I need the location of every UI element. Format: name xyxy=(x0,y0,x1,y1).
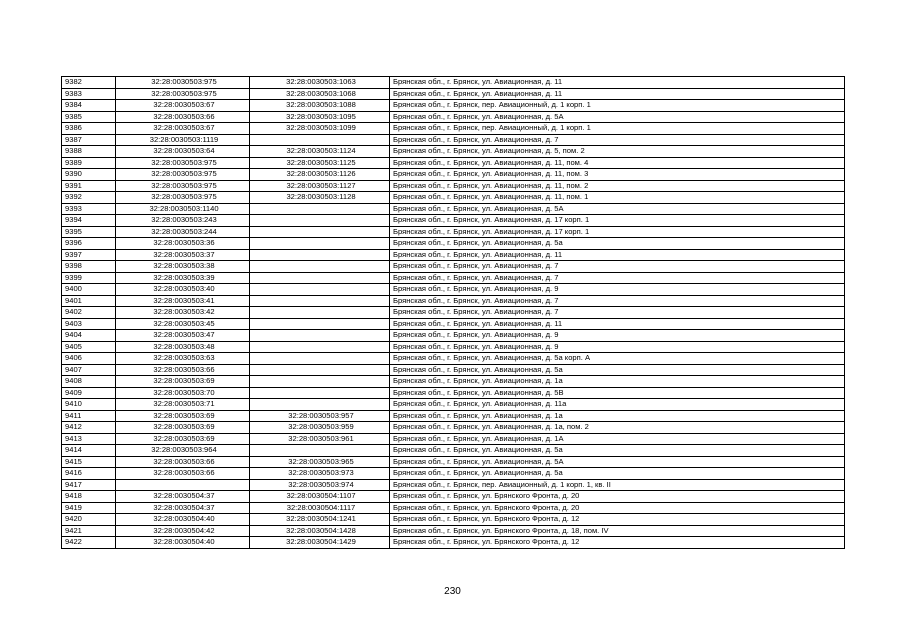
parent-cadastral-number-cell xyxy=(250,272,390,284)
row-number-cell: 9419 xyxy=(62,502,116,514)
row-number-cell: 9408 xyxy=(62,376,116,388)
table-row xyxy=(62,479,845,491)
table-row xyxy=(62,387,845,399)
parent-cadastral-number-cell xyxy=(250,295,390,307)
table-row xyxy=(62,433,845,445)
address-cell: Брянская обл., г. Брянск, ул. Брянского Фронта, д. 12 xyxy=(390,537,845,549)
cadastral-number-cell: 32:28:0030503:45 xyxy=(116,318,250,330)
address-cell: Брянская обл., г. Брянск, ул. Авиационная, д. 9 xyxy=(390,284,845,296)
cadastral-number-cell: 32:28:0030503:975 xyxy=(116,180,250,192)
row-number-cell: 9397 xyxy=(62,249,116,261)
table-row xyxy=(62,169,845,181)
row-number-cell: 9412 xyxy=(62,422,116,434)
address-cell: Брянская обл., г. Брянск, ул. Авиационная, д. 17 корп. 1 xyxy=(390,215,845,227)
cadastral-number-cell: 32:28:0030504:40 xyxy=(116,537,250,549)
cadastral-number-cell: 32:28:0030503:69 xyxy=(116,410,250,422)
cadastral-number-cell: 32:28:0030503:975 xyxy=(116,192,250,204)
table-row xyxy=(62,215,845,227)
row-number-cell: 9420 xyxy=(62,514,116,526)
table-row xyxy=(62,134,845,146)
cadastral-number-cell: 32:28:0030503:243 xyxy=(116,215,250,227)
cadastral-number-cell: 32:28:0030503:42 xyxy=(116,307,250,319)
cadastral-number-cell: 32:28:0030503:41 xyxy=(116,295,250,307)
cadastral-number-cell: 32:28:0030503:244 xyxy=(116,226,250,238)
cadastral-number-cell: 32:28:0030503:1119 xyxy=(116,134,250,146)
row-number-cell: 9398 xyxy=(62,261,116,273)
parent-cadastral-number-cell: 32:28:0030503:1088 xyxy=(250,100,390,112)
table-row xyxy=(62,295,845,307)
parent-cadastral-number-cell: 32:28:0030503:1125 xyxy=(250,157,390,169)
parent-cadastral-number-cell xyxy=(250,364,390,376)
address-cell: Брянская обл., г. Брянск, ул. Авиационная, д. 11, пом. 2 xyxy=(390,180,845,192)
row-number-cell: 9393 xyxy=(62,203,116,215)
address-cell: Брянская обл., г. Брянск, ул. Авиационная, д. 5а xyxy=(390,468,845,480)
cadastral-number-cell: 32:28:0030503:67 xyxy=(116,100,250,112)
registry-table-body xyxy=(62,77,845,549)
address-cell: Брянская обл., г. Брянск, ул. Авиационная, д. 7 xyxy=(390,295,845,307)
parent-cadastral-number-cell xyxy=(250,353,390,365)
parent-cadastral-number-cell xyxy=(250,284,390,296)
parent-cadastral-number-cell xyxy=(250,215,390,227)
cadastral-number-cell: 32:28:0030503:48 xyxy=(116,341,250,353)
cadastral-number-cell: 32:28:0030504:37 xyxy=(116,491,250,503)
table-row xyxy=(62,100,845,112)
address-cell: Брянская обл., г. Брянск, ул. Авиационная, д. 5А xyxy=(390,111,845,123)
table-row xyxy=(62,468,845,480)
row-number-cell: 9421 xyxy=(62,525,116,537)
row-number-cell: 9422 xyxy=(62,537,116,549)
cadastral-number-cell: 32:28:0030503:964 xyxy=(116,445,250,457)
row-number-cell: 9401 xyxy=(62,295,116,307)
parent-cadastral-number-cell: 32:28:0030503:965 xyxy=(250,456,390,468)
parent-cadastral-number-cell: 32:28:0030503:973 xyxy=(250,468,390,480)
parent-cadastral-number-cell: 32:28:0030504:1429 xyxy=(250,537,390,549)
table-row xyxy=(62,422,845,434)
row-number-cell: 9415 xyxy=(62,456,116,468)
table-row xyxy=(62,192,845,204)
parent-cadastral-number-cell: 32:28:0030504:1117 xyxy=(250,502,390,514)
address-cell: Брянская обл., г. Брянск, ул. Авиационная, д. 17 корп. 1 xyxy=(390,226,845,238)
address-cell: Брянская обл., г. Брянск, ул. Авиационная, д. 7 xyxy=(390,307,845,319)
cadastral-number-cell: 32:28:0030503:38 xyxy=(116,261,250,273)
cadastral-number-cell: 32:28:0030503:67 xyxy=(116,123,250,135)
row-number-cell: 9400 xyxy=(62,284,116,296)
table-row xyxy=(62,537,845,549)
row-number-cell: 9414 xyxy=(62,445,116,457)
table-row xyxy=(62,123,845,135)
parent-cadastral-number-cell xyxy=(250,134,390,146)
address-cell: Брянская обл., г. Брянск, ул. Авиационная, д. 11 xyxy=(390,318,845,330)
parent-cadastral-number-cell xyxy=(250,341,390,353)
row-number-cell: 9410 xyxy=(62,399,116,411)
table-row xyxy=(62,249,845,261)
parent-cadastral-number-cell xyxy=(250,307,390,319)
address-cell: Брянская обл., г. Брянск, ул. Авиационная, д. 5а корп. А xyxy=(390,353,845,365)
table-row xyxy=(62,146,845,158)
address-cell: Брянская обл., г. Брянск, ул. Брянского Фронта, д. 20 xyxy=(390,502,845,514)
address-cell: Брянская обл., г. Брянск, ул. Авиационная, д. 11 xyxy=(390,88,845,100)
parent-cadastral-number-cell: 32:28:0030503:1128 xyxy=(250,192,390,204)
cadastral-number-cell: 32:28:0030503:66 xyxy=(116,111,250,123)
address-cell: Брянская обл., г. Брянск, ул. Авиационная, д. 5В xyxy=(390,387,845,399)
address-cell: Брянская обл., г. Брянск, ул. Брянского Фронта, д. 20 xyxy=(390,491,845,503)
cadastral-number-cell: 32:28:0030503:37 xyxy=(116,249,250,261)
cadastral-number-cell: 32:28:0030503:47 xyxy=(116,330,250,342)
address-cell: Брянская обл., г. Брянск, ул. Авиационная, д. 7 xyxy=(390,272,845,284)
address-cell: Брянская обл., г. Брянск, ул. Авиационная, д. 1а, пом. 2 xyxy=(390,422,845,434)
table-row xyxy=(62,272,845,284)
table-row xyxy=(62,491,845,503)
cadastral-number-cell: 32:28:0030503:69 xyxy=(116,422,250,434)
parent-cadastral-number-cell xyxy=(250,318,390,330)
cadastral-number-cell: 32:28:0030503:71 xyxy=(116,399,250,411)
parent-cadastral-number-cell: 32:28:0030503:1127 xyxy=(250,180,390,192)
cadastral-number-cell: 32:28:0030503:40 xyxy=(116,284,250,296)
table-row xyxy=(62,203,845,215)
row-number-cell: 9399 xyxy=(62,272,116,284)
table-row xyxy=(62,180,845,192)
row-number-cell: 9416 xyxy=(62,468,116,480)
address-cell: Брянская обл., г. Брянск, ул. Авиационная, д. 11, пом. 1 xyxy=(390,192,845,204)
cadastral-number-cell: 32:28:0030503:64 xyxy=(116,146,250,158)
parent-cadastral-number-cell: 32:28:0030503:1126 xyxy=(250,169,390,181)
row-number-cell: 9417 xyxy=(62,479,116,491)
parent-cadastral-number-cell xyxy=(250,376,390,388)
row-number-cell: 9413 xyxy=(62,433,116,445)
parent-cadastral-number-cell: 32:28:0030504:1241 xyxy=(250,514,390,526)
address-cell: Брянская обл., г. Брянск, ул. Авиационная, д. 5а xyxy=(390,364,845,376)
cadastral-number-cell: 32:28:0030503:975 xyxy=(116,77,250,89)
address-cell: Брянская обл., г. Брянск, ул. Авиационная, д. 11, пом. 3 xyxy=(390,169,845,181)
cadastral-number-cell: 32:28:0030504:42 xyxy=(116,525,250,537)
parent-cadastral-number-cell xyxy=(250,261,390,273)
row-number-cell: 9403 xyxy=(62,318,116,330)
table-row xyxy=(62,399,845,411)
registry-table xyxy=(61,76,845,549)
parent-cadastral-number-cell: 32:28:0030503:959 xyxy=(250,422,390,434)
row-number-cell: 9385 xyxy=(62,111,116,123)
address-cell: Брянская обл., г. Брянск, ул. Авиационная, д. 1а xyxy=(390,410,845,422)
parent-cadastral-number-cell xyxy=(250,226,390,238)
row-number-cell: 9411 xyxy=(62,410,116,422)
parent-cadastral-number-cell: 32:28:0030503:961 xyxy=(250,433,390,445)
cadastral-number-cell: 32:28:0030503:39 xyxy=(116,272,250,284)
row-number-cell: 9407 xyxy=(62,364,116,376)
row-number-cell: 9388 xyxy=(62,146,116,158)
table-row xyxy=(62,307,845,319)
cadastral-number-cell: 32:28:0030503:36 xyxy=(116,238,250,250)
table-row xyxy=(62,157,845,169)
address-cell: Брянская обл., г. Брянск, ул. Авиационная, д. 5, пом. 2 xyxy=(390,146,845,158)
table-row xyxy=(62,514,845,526)
table-row xyxy=(62,364,845,376)
cadastral-number-cell: 32:28:0030503:975 xyxy=(116,157,250,169)
parent-cadastral-number-cell xyxy=(250,238,390,250)
row-number-cell: 9405 xyxy=(62,341,116,353)
row-number-cell: 9392 xyxy=(62,192,116,204)
table-row xyxy=(62,376,845,388)
row-number-cell: 9386 xyxy=(62,123,116,135)
page-number: 230 xyxy=(444,586,461,597)
address-cell: Брянская обл., г. Брянск, ул. Авиационная, д. 9 xyxy=(390,330,845,342)
row-number-cell: 9395 xyxy=(62,226,116,238)
parent-cadastral-number-cell: 32:28:0030503:1095 xyxy=(250,111,390,123)
address-cell: Брянская обл., г. Брянск, ул. Авиационная, д. 11 xyxy=(390,249,845,261)
row-number-cell: 9394 xyxy=(62,215,116,227)
row-number-cell: 9418 xyxy=(62,491,116,503)
row-number-cell: 9409 xyxy=(62,387,116,399)
address-cell: Брянская обл., г. Брянск, ул. Брянского Фронта, д. 12 xyxy=(390,514,845,526)
table-row xyxy=(62,525,845,537)
parent-cadastral-number-cell xyxy=(250,399,390,411)
row-number-cell: 9387 xyxy=(62,134,116,146)
cadastral-number-cell: 32:28:0030504:37 xyxy=(116,502,250,514)
cadastral-number-cell: 32:28:0030503:1140 xyxy=(116,203,250,215)
parent-cadastral-number-cell xyxy=(250,203,390,215)
address-cell: Брянская обл., г. Брянск, ул. Авиационная, д. 11а xyxy=(390,399,845,411)
parent-cadastral-number-cell: 32:28:0030503:1099 xyxy=(250,123,390,135)
cadastral-number-cell xyxy=(116,479,250,491)
parent-cadastral-number-cell: 32:28:0030504:1428 xyxy=(250,525,390,537)
parent-cadastral-number-cell xyxy=(250,330,390,342)
parent-cadastral-number-cell: 32:28:0030504:1107 xyxy=(250,491,390,503)
table-row xyxy=(62,330,845,342)
cadastral-number-cell: 32:28:0030503:975 xyxy=(116,88,250,100)
table-row xyxy=(62,284,845,296)
address-cell: Брянская обл., г. Брянск, ул. Авиационная, д. 7 xyxy=(390,261,845,273)
table-row xyxy=(62,502,845,514)
address-cell: Брянская обл., г. Брянск, пер. Авиационный, д. 1 корп. 1 xyxy=(390,100,845,112)
row-number-cell: 9404 xyxy=(62,330,116,342)
address-cell: Брянская обл., г. Брянск, ул. Авиационная, д. 9 xyxy=(390,341,845,353)
cadastral-number-cell: 32:28:0030503:69 xyxy=(116,433,250,445)
cadastral-number-cell: 32:28:0030504:40 xyxy=(116,514,250,526)
table-row xyxy=(62,410,845,422)
parent-cadastral-number-cell xyxy=(250,249,390,261)
table-row xyxy=(62,318,845,330)
table-row xyxy=(62,77,845,89)
row-number-cell: 9384 xyxy=(62,100,116,112)
address-cell: Брянская обл., г. Брянск, ул. Авиационная, д. 11, пом. 4 xyxy=(390,157,845,169)
address-cell: Брянская обл., г. Брянск, ул. Брянского Фронта, д. 18, пом. IV xyxy=(390,525,845,537)
address-cell: Брянская обл., г. Брянск, пер. Авиационный, д. 1 корп. 1 xyxy=(390,123,845,135)
table-row xyxy=(62,456,845,468)
cadastral-number-cell: 32:28:0030503:975 xyxy=(116,169,250,181)
table-row xyxy=(62,261,845,273)
table-row xyxy=(62,341,845,353)
address-cell: Брянская обл., г. Брянск, ул. Авиационная, д. 7 xyxy=(390,134,845,146)
cadastral-number-cell: 32:28:0030503:66 xyxy=(116,364,250,376)
row-number-cell: 9402 xyxy=(62,307,116,319)
parent-cadastral-number-cell: 32:28:0030503:1124 xyxy=(250,146,390,158)
table-row xyxy=(62,353,845,365)
cadastral-number-cell: 32:28:0030503:63 xyxy=(116,353,250,365)
row-number-cell: 9382 xyxy=(62,77,116,89)
cadastral-number-cell: 32:28:0030503:70 xyxy=(116,387,250,399)
address-cell: Брянская обл., г. Брянск, ул. Авиационная, д. 5А xyxy=(390,203,845,215)
parent-cadastral-number-cell: 32:28:0030503:1068 xyxy=(250,88,390,100)
table-row xyxy=(62,88,845,100)
parent-cadastral-number-cell: 32:28:0030503:957 xyxy=(250,410,390,422)
address-cell: Брянская обл., г. Брянск, ул. Авиационная, д. 1А xyxy=(390,433,845,445)
row-number-cell: 9383 xyxy=(62,88,116,100)
parent-cadastral-number-cell: 32:28:0030503:1063 xyxy=(250,77,390,89)
row-number-cell: 9391 xyxy=(62,180,116,192)
table-row xyxy=(62,111,845,123)
row-number-cell: 9396 xyxy=(62,238,116,250)
address-cell: Брянская обл., г. Брянск, ул. Авиационная, д. 1а xyxy=(390,376,845,388)
table-row xyxy=(62,445,845,457)
cadastral-number-cell: 32:28:0030503:69 xyxy=(116,376,250,388)
address-cell: Брянская обл., г. Брянск, ул. Авиационная, д. 11 xyxy=(390,77,845,89)
address-cell: Брянская обл., г. Брянск, пер. Авиационный, д. 1 корп. 1, кв. II xyxy=(390,479,845,491)
cadastral-number-cell: 32:28:0030503:66 xyxy=(116,468,250,480)
parent-cadastral-number-cell: 32:28:0030503:974 xyxy=(250,479,390,491)
table-row xyxy=(62,226,845,238)
table-row xyxy=(62,238,845,250)
address-cell: Брянская обл., г. Брянск, ул. Авиационная, д. 5А xyxy=(390,456,845,468)
address-cell: Брянская обл., г. Брянск, ул. Авиационная, д. 5а xyxy=(390,445,845,457)
parent-cadastral-number-cell xyxy=(250,387,390,399)
cadastral-number-cell: 32:28:0030503:66 xyxy=(116,456,250,468)
parent-cadastral-number-cell xyxy=(250,445,390,457)
row-number-cell: 9390 xyxy=(62,169,116,181)
address-cell: Брянская обл., г. Брянск, ул. Авиационная, д. 5а xyxy=(390,238,845,250)
row-number-cell: 9406 xyxy=(62,353,116,365)
row-number-cell: 9389 xyxy=(62,157,116,169)
